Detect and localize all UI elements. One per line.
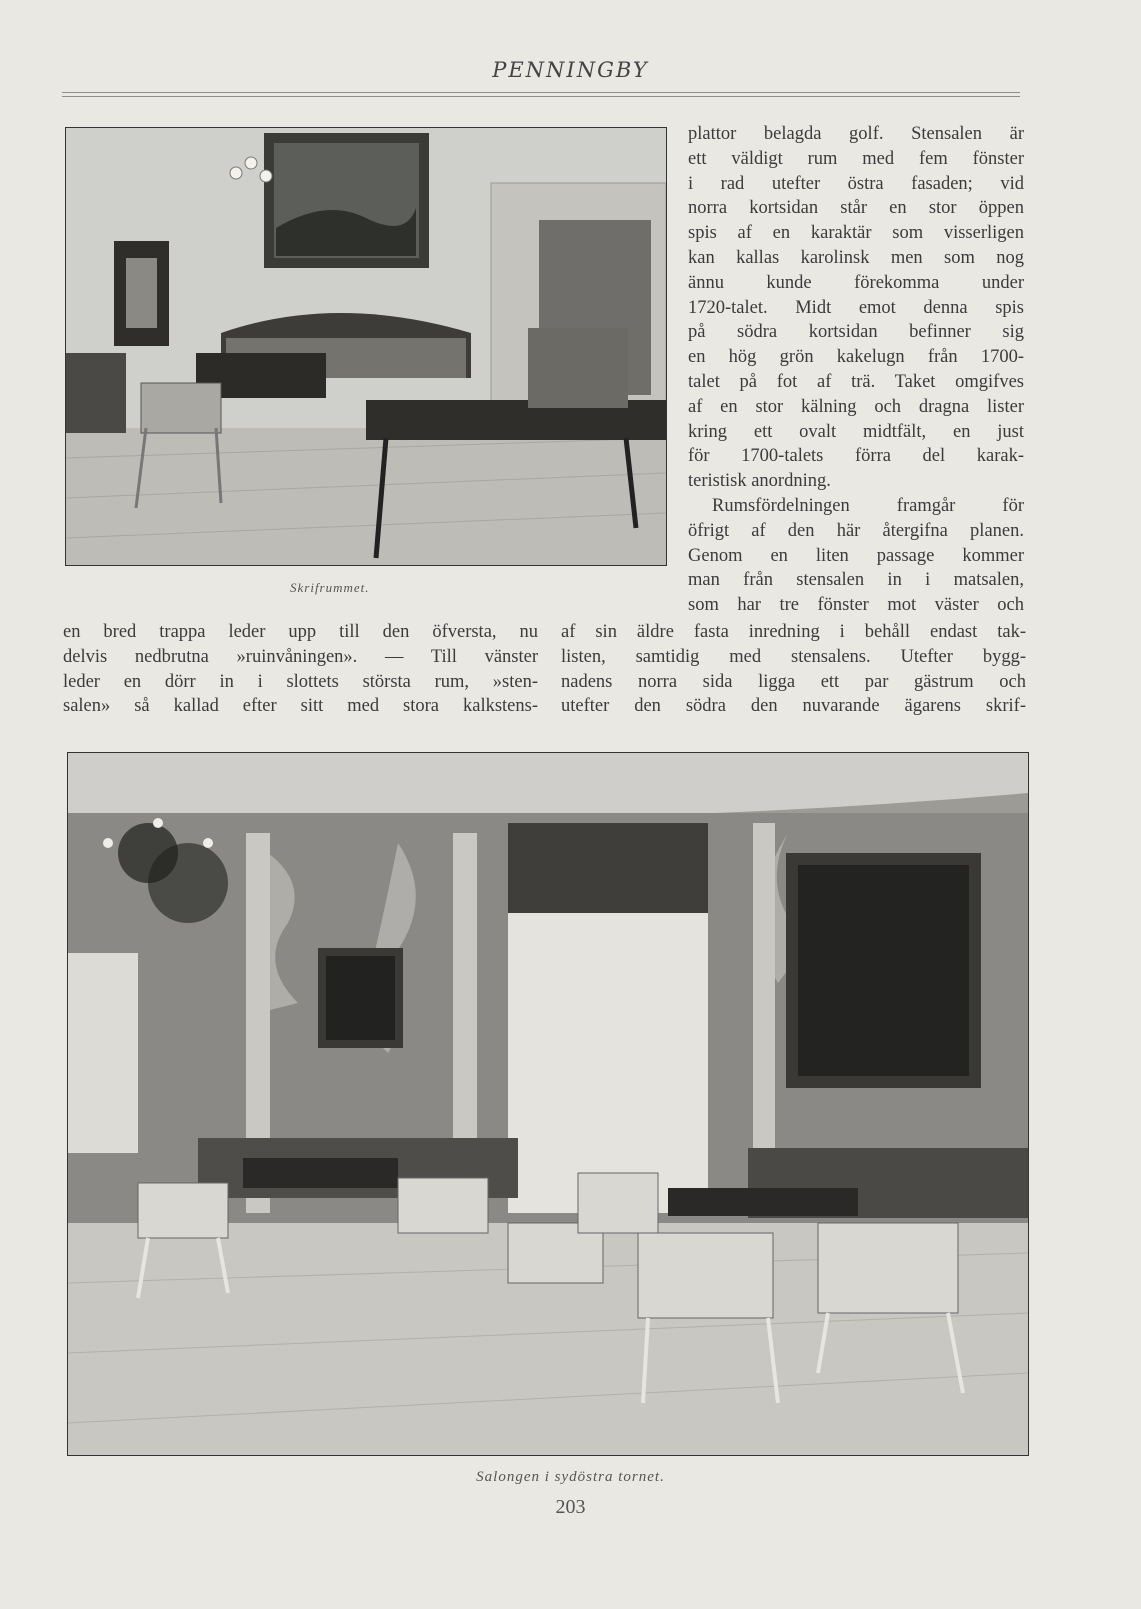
text-line: talet på fot af trä. Taket omgifves bbox=[688, 371, 1024, 392]
header-rule bbox=[62, 92, 1020, 93]
text-line: för 1700-talets förra del karak- bbox=[688, 446, 1024, 467]
text-line: listen, samtidig med stensalens. Utefter bygg- bbox=[561, 646, 1026, 667]
photo-writing-room bbox=[65, 127, 667, 566]
figure-caption-bottom: Salongen i sydöstra tornet. bbox=[476, 1469, 665, 1485]
text-line: teristisk anordning. bbox=[688, 471, 831, 492]
text-line: af en stor kälning och dragna lister bbox=[688, 396, 1024, 417]
text-column-middle bbox=[561, 620, 1026, 719]
text-line: kring ett ovalt midtfält, en just bbox=[688, 421, 1024, 442]
text-line: ett väldigt rum med fem fönster bbox=[688, 148, 1024, 169]
text-line: norra kortsidan står en stor öppen bbox=[688, 198, 1024, 219]
text-line: kan kallas karolinsk men som nog bbox=[688, 247, 1024, 268]
text-line: öfrigt af den här återgifna planen. bbox=[688, 520, 1024, 541]
text-line: utefter den södra den nuvarande ägarens skrif- bbox=[561, 696, 1026, 717]
text-line: spis af en karaktär som visserligen bbox=[688, 223, 1024, 244]
text-column-right bbox=[688, 122, 1024, 618]
text-line: man från stensalen in i matsalen, bbox=[688, 570, 1024, 591]
text-line: Genom en liten passage kommer bbox=[688, 545, 1024, 566]
header-rule bbox=[62, 96, 1020, 97]
text-line: delvis nedbrutna »ruinvåningen». — Till vänster bbox=[63, 646, 538, 667]
text-column-left bbox=[63, 620, 538, 719]
text-line: plattor belagda golf. Stensalen är bbox=[688, 124, 1024, 144]
figure-caption-top: Skrifrummet. bbox=[290, 580, 370, 595]
text-line: leder en dörr in i slottets största rum, »sten- bbox=[63, 671, 538, 692]
text-line: af sin äldre fasta inredning i behåll endast tak- bbox=[561, 622, 1026, 642]
text-line: i rad utefter östra fasaden; vid bbox=[688, 173, 1024, 194]
running-title: PENNINGBY bbox=[492, 58, 649, 82]
text-line: på södra kortsidan befinner sig bbox=[688, 322, 1024, 343]
text-line: en bred trappa leder upp till den öfversta, nu bbox=[63, 622, 538, 642]
text-line: nadens norra sida ligga ett par gästrum och bbox=[561, 671, 1026, 692]
text-line: 1720-talet. Midt emot denna spis bbox=[688, 297, 1024, 318]
text-line: som har tre fönster mot väster och bbox=[688, 595, 1024, 616]
text-line: ännu kunde förekomma under bbox=[688, 272, 1024, 293]
text-line: Rumsfördelningen framgår för bbox=[712, 495, 1024, 516]
text-line: en hög grön kakelugn från 1700- bbox=[688, 347, 1024, 368]
photo-salon bbox=[67, 752, 1029, 1456]
page-number: 203 bbox=[555, 1496, 586, 1518]
text-line: salen» så kallad efter sitt med stora kalkstens- bbox=[63, 696, 538, 717]
